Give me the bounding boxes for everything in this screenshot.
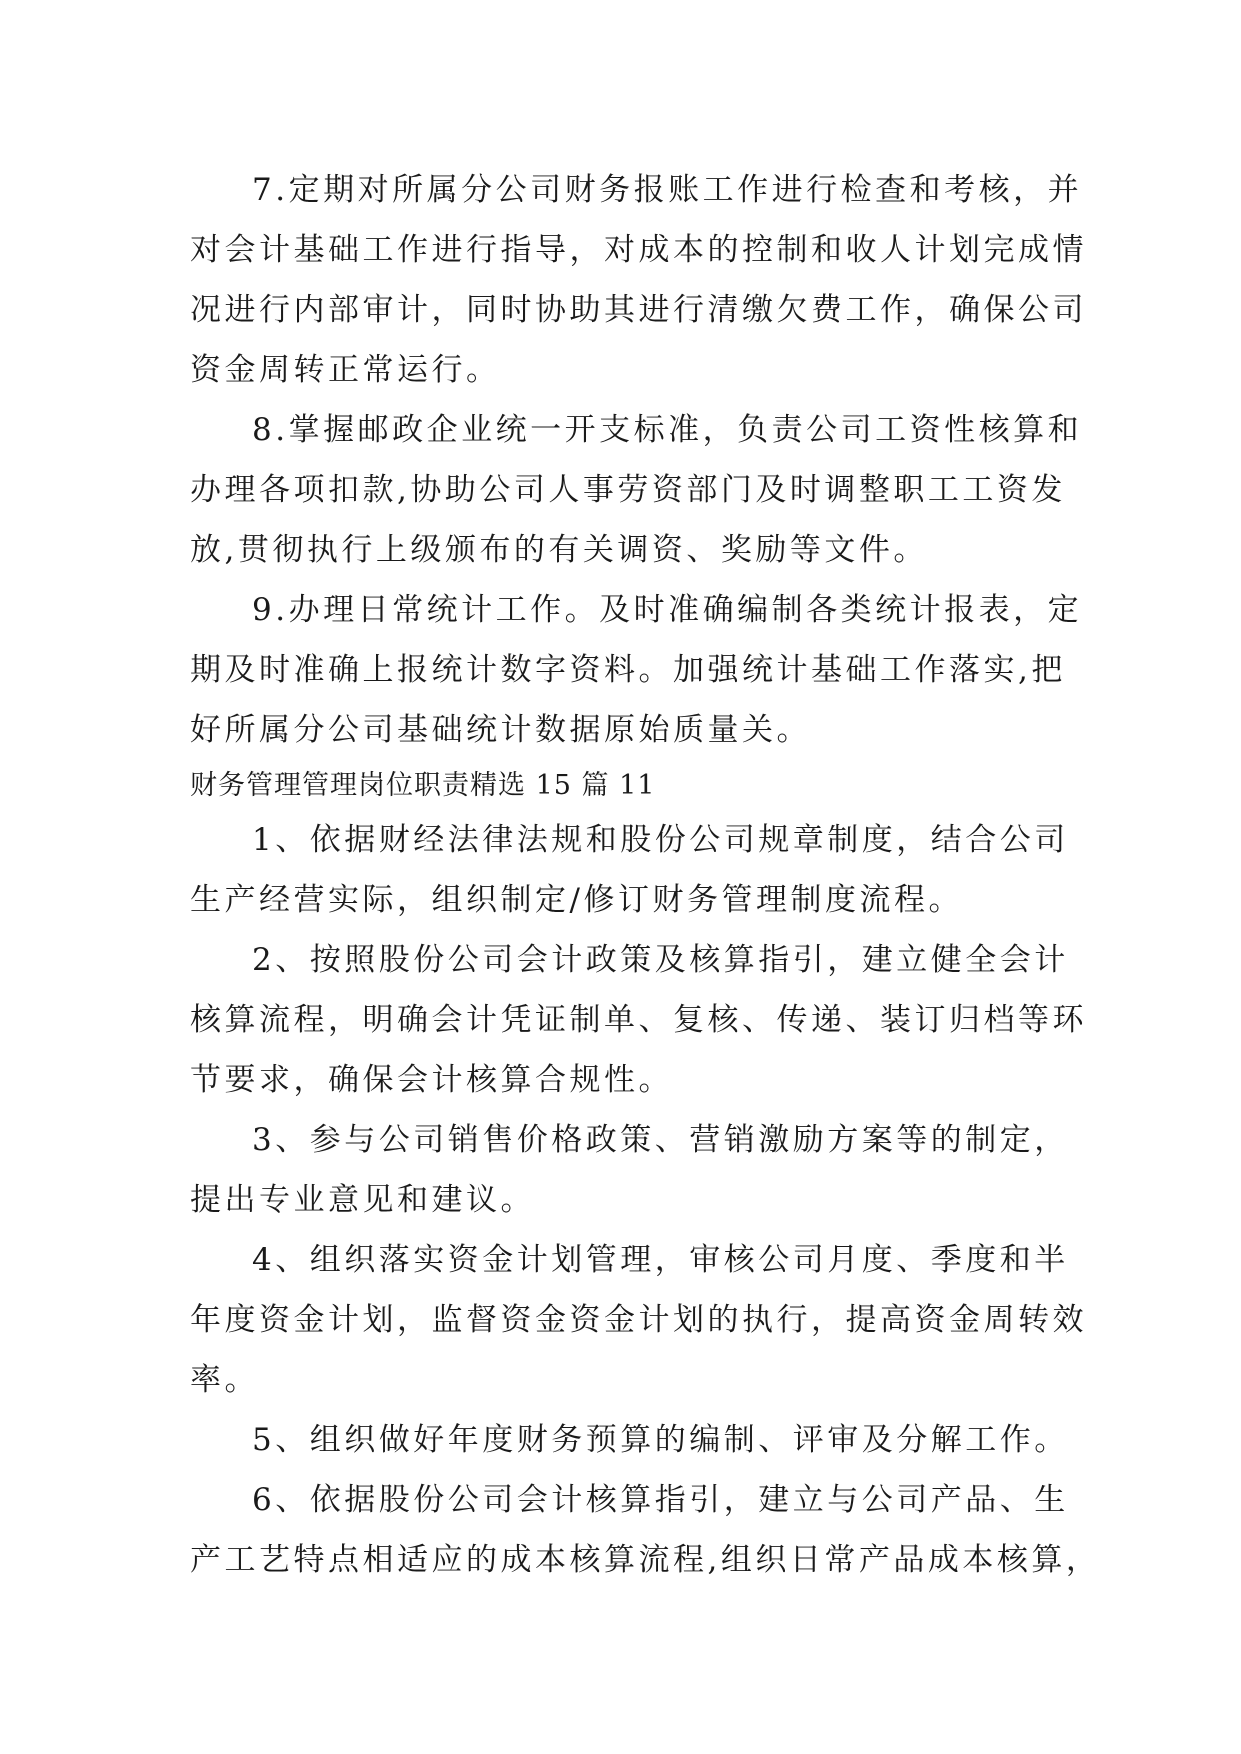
item-5-line-1: 5、组织做好年度财务预算的编制、评审及分解工作。 xyxy=(252,1422,1069,1458)
paragraph-7-line-3: 况进行内部审计，同时协助其进行清缴欠费工作，确保公司 xyxy=(190,292,1087,328)
item-2-line-1: 2、按照股份公司会计政策及核算指引，建立健全会计 xyxy=(252,942,1069,978)
paragraph-9-line-3: 好所属分公司基础统计数据原始质量关。 xyxy=(190,712,811,748)
item-1-line-1: 1、依据财经法律法规和股份公司规章制度，结合公司 xyxy=(252,822,1069,858)
item-4-line-1: 4、组织落实资金计划管理，审核公司月度、季度和半 xyxy=(252,1242,1069,1278)
item-1-line-2: 生产经营实际，组织制定/修订财务管理制度流程。 xyxy=(190,882,963,918)
item-3-line-1: 3、参与公司销售价格政策、营销激励方案等的制定， xyxy=(252,1122,1069,1158)
paragraph-8-line-3: 放,贯彻执行上级颁布的有关调资、奖励等文件。 xyxy=(190,532,928,568)
paragraph-8-line-1: 8.掌握邮政企业统一开支标准，负责公司工资性核算和 xyxy=(252,412,1083,448)
paragraph-7-line-2: 对会计基础工作进行指导，对成本的控制和收人计划完成情 xyxy=(190,232,1087,268)
item-2-line-2: 核算流程，明确会计凭证制单、复核、传递、装订归档等环 xyxy=(190,1002,1087,1038)
paragraph-9-line-2: 期及时准确上报统计数字资料。加强统计基础工作落实,把 xyxy=(190,652,1066,688)
paragraph-9-line-1: 9.办理日常统计工作。及时准确编制各类统计报表，定 xyxy=(252,592,1083,628)
item-4-line-3: 率。 xyxy=(190,1362,259,1398)
item-6-line-1: 6、依据股份公司会计核算指引，建立与公司产品、生 xyxy=(252,1482,1069,1518)
item-4-line-2: 年度资金计划，监督资金资金计划的执行，提高资金周转效 xyxy=(190,1302,1087,1338)
paragraph-7-line-1: 7.定期对所属分公司财务报账工作进行检查和考核，并 xyxy=(252,172,1083,208)
item-6-line-2: 产工艺特点相适应的成本核算流程,组织日常产品成本核算， xyxy=(190,1542,1101,1578)
paragraph-7-line-4: 资金周转正常运行。 xyxy=(190,352,501,388)
item-2-line-3: 节要求，确保会计核算合规性。 xyxy=(190,1062,673,1098)
item-3-line-2: 提出专业意见和建议。 xyxy=(190,1182,535,1218)
section-heading: 财务管理管理岗位职责精选 15 篇 11 xyxy=(190,770,656,801)
paragraph-8-line-2: 办理各项扣款,协助公司人事劳资部门及时调整职工工资发 xyxy=(190,472,1066,508)
